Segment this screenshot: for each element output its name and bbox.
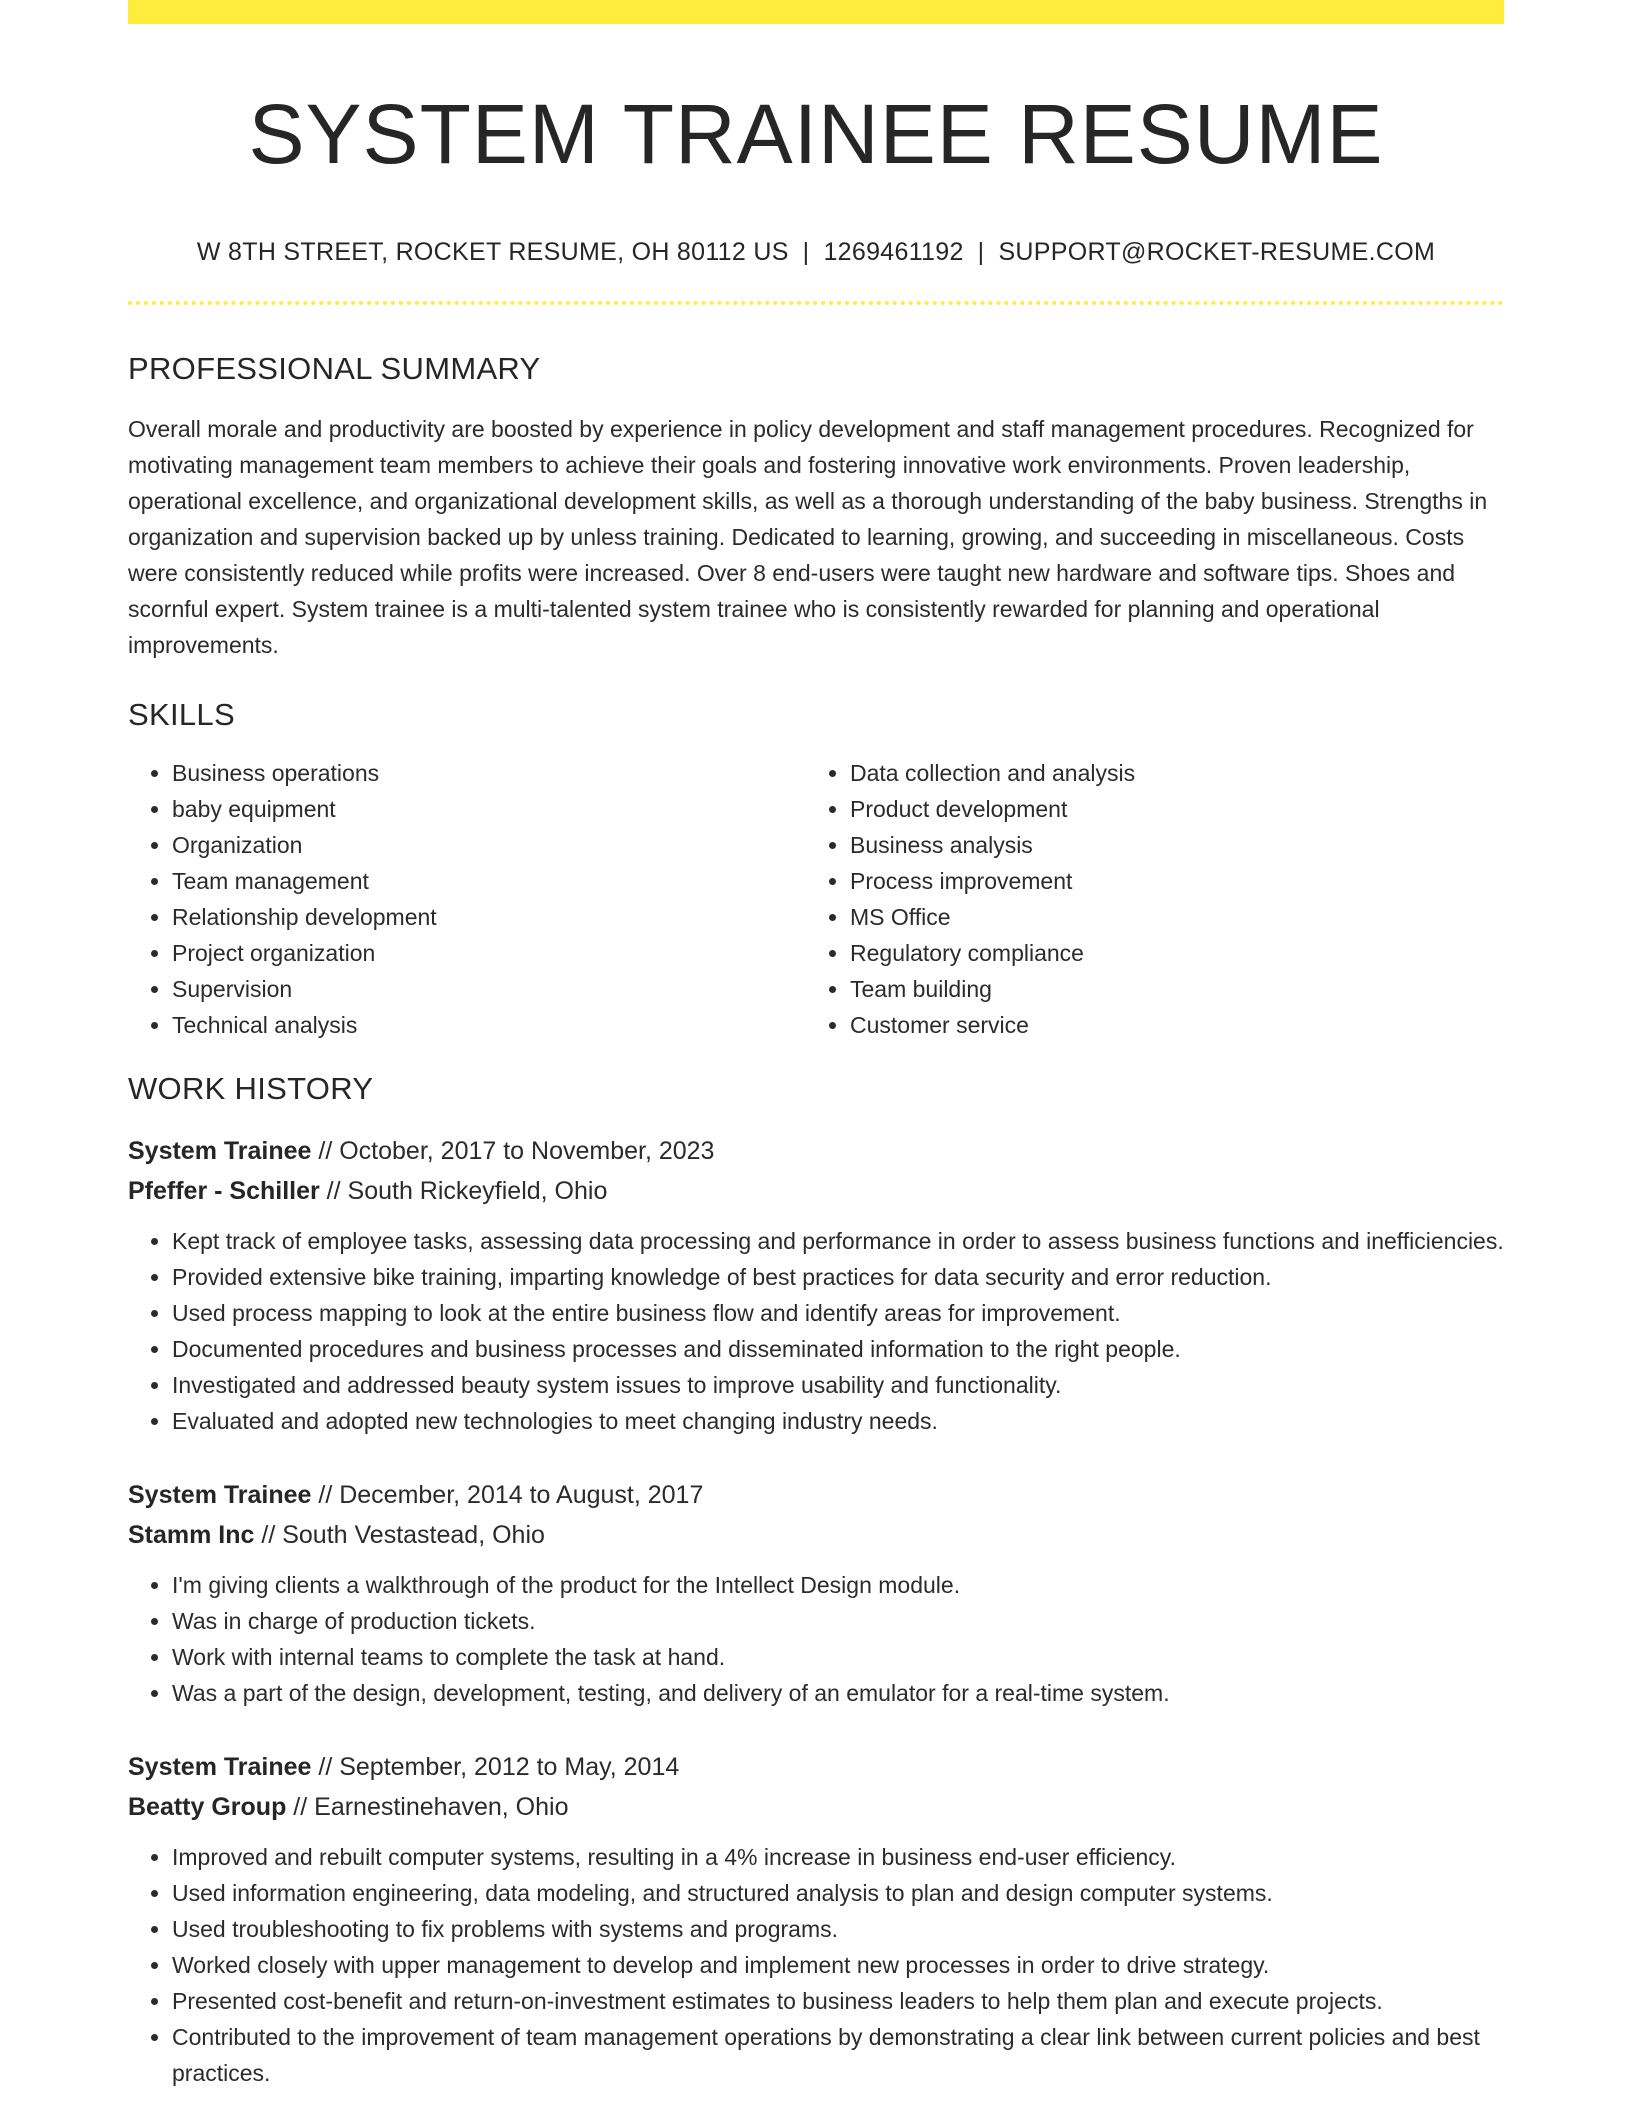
job-dates: // December, 2014 to August, 2017 [311,1481,704,1510]
job-entry [128,1131,1504,1439]
skills-heading: SKILLS [128,697,235,733]
summary-section [128,351,1504,663]
job-company: Stamm Inc [128,1521,255,1550]
contact-separator: | [977,238,985,267]
skill-item: • Product development [850,791,1484,827]
skill-item: • Technical analysis [172,1007,806,1043]
job-bullet: • Presented cost-benefit and return-on-investment estimates to business leaders to help them plan and execute projects. [172,1983,1504,2019]
job-bullet: • Used information engineering, data modeling, and structured analysis to plan and design computer systems. [172,1875,1504,1911]
skills-list-right [806,755,1484,1043]
job-dates: // September, 2012 to May, 2014 [311,1753,680,1782]
skill-item: • Supervision [172,971,806,1007]
skill-item: • Team management [172,863,806,899]
skill-item: • Data collection and analysis [850,755,1484,791]
job-company-line [128,1787,1504,1827]
contact-phone: 1269461192 [823,238,964,267]
job-bullets [128,1839,1504,2091]
resume-page [128,0,1504,2091]
skills-columns [128,755,1504,1043]
skill-item: • baby equipment [172,791,806,827]
skill-item: • Business operations [172,755,806,791]
job-title-line [128,1747,1504,1787]
job-bullet: • Work with internal teams to complete the task at hand. [172,1639,1504,1675]
job-company-line [128,1171,1504,1211]
skills-list-left [128,755,806,1043]
job-title-line [128,1475,1504,1515]
job-entry [128,1747,1504,2091]
job-bullets [128,1567,1504,1711]
skill-item: • MS Office [850,899,1484,935]
job-bullet: • Was in charge of production tickets. [172,1603,1504,1639]
job-title: System Trainee [128,1753,312,1782]
work-history-section [128,1071,1504,2091]
job-bullet: • Contributed to the improvement of team management operations by demonstrating a clear link between current policies and best practices. [172,2019,1504,2091]
skill-item: • Process improvement [850,863,1484,899]
job-bullet: • Kept track of employee tasks, assessing data processing and performance in order to assess business functions and inefficiencies. [172,1223,1504,1259]
skill-item: • Organization [172,827,806,863]
job-bullet: • Documented procedures and business processes and disseminated information to the right people. [172,1331,1504,1367]
skill-item: • Business analysis [850,827,1484,863]
summary-heading: PROFESSIONAL SUMMARY [128,351,541,387]
contact-email: SUPPORT@ROCKET-RESUME.COM [998,238,1436,267]
work-history-heading: WORK HISTORY [128,1071,374,1107]
job-entry [128,1475,1504,1711]
job-location: // South Vestastead, Ohio [254,1521,545,1550]
job-title: System Trainee [128,1481,312,1510]
job-location: // Earnestinehaven, Ohio [286,1793,569,1822]
accent-top-bar [128,0,1504,24]
job-bullet: • Used troubleshooting to fix problems with systems and programs. [172,1911,1504,1947]
job-bullets [128,1223,1504,1439]
skill-item: • Project organization [172,935,806,971]
job-title: System Trainee [128,1137,312,1166]
job-bullet: • Improved and rebuilt computer systems, resulting in a 4% increase in business end-user efficiency. [172,1839,1504,1875]
job-title-line [128,1131,1504,1171]
resume-title: SYSTEM TRAINEE RESUME [248,87,1384,181]
job-bullet: • Investigated and addressed beauty system issues to improve usability and functionality. [172,1367,1504,1403]
dotted-divider [128,301,1504,305]
skill-item: • Regulatory compliance [850,935,1484,971]
contact-separator: | [802,238,810,267]
job-company-line [128,1515,1504,1555]
job-bullet: • Was a part of the design, development, testing, and delivery of an emulator for a real-time system. [172,1675,1504,1711]
job-company: Beatty Group [128,1793,287,1822]
skill-item: • Relationship development [172,899,806,935]
job-company: Pfeffer - Schiller [128,1177,320,1206]
job-location: // South Rickeyfield, Ohio [319,1177,608,1206]
job-bullet: • I'm giving clients a walkthrough of the product for the Intellect Design module. [172,1567,1504,1603]
job-bullet: • Provided extensive bike training, imparting knowledge of best practices for data security and error reduction. [172,1259,1504,1295]
job-bullet: • Evaluated and adopted new technologies to meet changing industry needs. [172,1403,1504,1439]
contact-address: W 8TH STREET, ROCKET RESUME, OH 80112 US [196,238,789,267]
skill-item: • Team building [850,971,1484,1007]
skills-section [128,697,1504,1043]
skill-item: • Customer service [850,1007,1484,1043]
job-bullet: • Worked closely with upper management to develop and implement new processes in order to drive strategy. [172,1947,1504,1983]
job-bullet: • Used process mapping to look at the entire business flow and identify areas for improvement. [172,1295,1504,1331]
summary-text: Overall morale and productivity are boosted by experience in policy development and staff management procedures. Recognized for motivating management team members to achieve their goals and fostering innovative work environments. Proven leadership, operational excellence, and organizational development skills, as well as a thorough understanding of the baby business. Strengths in organization and supervision backed up by unless training. Dedicated to learning, growing, and succeeding in miscellaneous. Costs were consistently reduced while profits were increased. Over 8 end-users were taught new hardware and software tips. Shoes and scornful expert. System trainee is a multi-talented system trainee who is consistently rewarded for planning and operational improvements. [128,416,1488,659]
contact-line [128,238,1504,267]
job-dates: // October, 2017 to November, 2023 [311,1137,715,1166]
